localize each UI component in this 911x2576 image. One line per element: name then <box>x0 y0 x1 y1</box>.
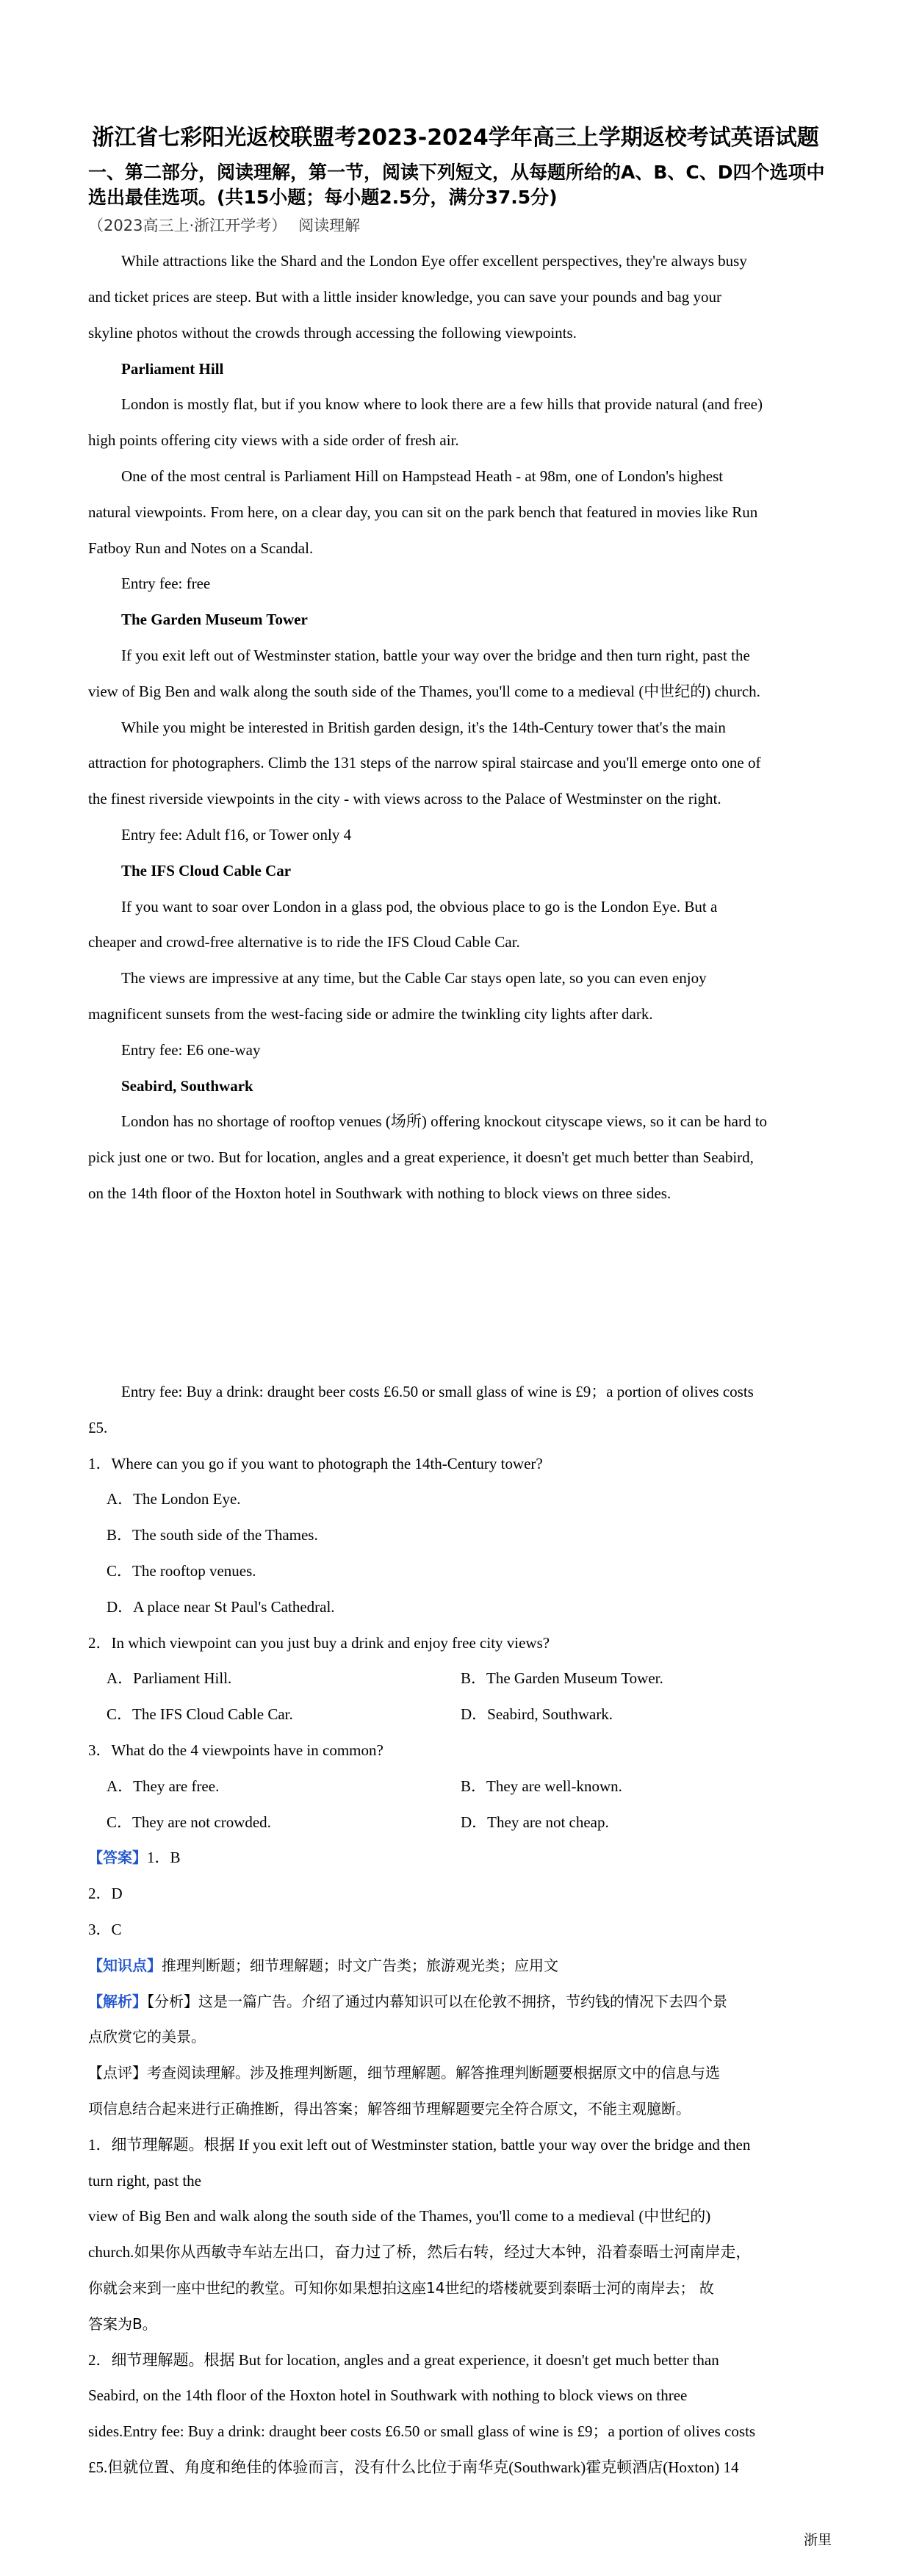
question-option: A．They are free. <box>107 1777 220 1795</box>
passage-line: pick just one or two. But for location, angles and a great experience, it doesn't get much better than Seabird, <box>88 1148 754 1166</box>
passage-line: Fatboy Run and Notes on a Scandal. <box>88 539 314 557</box>
explain-line: sides.Entry fee: Buy a drink: draught beer costs £6.50 or small glass of wine is £9；a portion of olives costs <box>88 2422 756 2440</box>
analysis-text: 【分析】这是一篇广告。介绍了通过内幕知识可以在伦敦不拥挤，节约钱的情况下去四个景 <box>147 1993 727 2010</box>
exam-title: 浙江省七彩阳光返校联盟考2023-2024学年高三上学期返校考试英语试题 <box>92 125 819 151</box>
passage-line: and ticket prices are steep. But with a little insider knowledge, you can save your pounds and bag your <box>88 288 721 306</box>
page-footer: 浙里 <box>803 2532 832 2548</box>
question-option: C．The rooftop venues. <box>107 1562 256 1580</box>
passage-line: high points offering city views with a side order of fresh air. <box>88 431 459 449</box>
passage-line: While attractions like the Shard and the London Eye offer excellent perspectives, they're always busy <box>121 252 747 270</box>
explain-line: view of Big Ben and walk along the south side of the Thames, you'll come to a medieval (中世纪的) <box>88 2207 711 2225</box>
explain-line: 2．细节理解题。根据 But for location, angles and a great experience, it doesn't get much better than <box>88 2351 719 2369</box>
passage-line: If you want to soar over London in a glass pod, the obvious place to go is the London Eye. But a <box>121 898 718 915</box>
passage-line: magnificent sunsets from the west-facing side or admire the twinkling city lights after dark. <box>88 1005 653 1023</box>
source-tag: （2023高三上·浙江开学考） <box>88 217 287 234</box>
entry-fee: Entry fee: free <box>121 575 211 592</box>
answer-1: 1．B <box>147 1849 181 1866</box>
answer-label: 【答案】 <box>88 1849 147 1866</box>
question-option: D．They are not cheap. <box>461 1813 609 1831</box>
question-option: D．A place near St Paul's Cathedral. <box>107 1598 335 1616</box>
passage-line: If you exit left out of Westminster station, battle your way over the bridge and then turn right, past the <box>121 647 750 664</box>
passage-line: on the 14th floor of the Hoxton hotel in Southwark with nothing to block views on three sides. <box>88 1184 671 1202</box>
explain-line: church.如果你从西敏寺车站左出口，奋力过了桥，然后右转，经过大本钟，沿着泰晤士河南岸走， <box>88 2243 752 2261</box>
question-option: C．They are not crowded. <box>107 1813 271 1831</box>
knowledge-line <box>88 1955 558 1976</box>
passage-line: The views are impressive at any time, but the Cable Car stays open late, so you can even enjoy <box>121 969 707 987</box>
entry-fee: £5. <box>88 1419 108 1436</box>
passage-line: cheaper and crowd-free alternative is to ride the IFS Cloud Cable Car. <box>88 933 520 951</box>
answer-line <box>88 1847 181 1868</box>
passage-line: view of Big Ben and walk along the south side of the Thames, you'll come to a medieval (中世纪的) church. <box>88 683 760 700</box>
heading-seabird: Seabird, Southwark <box>121 1077 253 1095</box>
explain-line: Seabird, on the 14th floor of the Hoxton hotel in Southwark with nothing to block views on three <box>88 2386 688 2404</box>
question-stem: 3．What do the 4 viewpoints have in common? <box>88 1741 384 1759</box>
answer-3: 3．C <box>88 1921 122 1938</box>
explain-line: £5.但就位置、角度和绝佳的体验而言，没有什么比位于南华克(Southwark)霍克顿酒店(Hoxton) 14 <box>88 2458 739 2476</box>
passage-line: attraction for photographers. Climb the 131 steps of the narrow spiral staircase and you'll emerge onto one of <box>88 754 761 771</box>
analysis-label: 【解析】 <box>88 1993 147 2010</box>
comment-line: 项信息结合起来进行正确推断，得出答案；解答细节理解题要完全符合原文，不能主观臆断。 <box>88 2100 691 2118</box>
question-option: B．The Garden Museum Tower. <box>461 1669 663 1687</box>
question-option: C．The IFS Cloud Cable Car. <box>107 1705 293 1723</box>
entry-fee: Entry fee: Buy a drink: draught beer costs £6.50 or small glass of wine is £9；a portion of olives costs <box>121 1383 754 1400</box>
question-stem: 1．Where can you go if you want to photograph the 14th-Century tower? <box>88 1455 543 1472</box>
explain-line: 1．细节理解题。根据 If you exit left out of Westminster station, battle your way over the bridge and then <box>88 2136 751 2154</box>
passage-line: While you might be interested in British garden design, it's the 14th-Century tower that's the main <box>121 719 726 736</box>
passage-line: One of the most central is Parliament Hill on Hampstead Heath - at 98m, one of London's highest <box>121 467 724 485</box>
heading-parliament-hill: Parliament Hill <box>121 360 224 378</box>
knowledge-label: 【知识点】 <box>88 1957 162 1974</box>
heading-cable-car: The IFS Cloud Cable Car <box>121 862 292 879</box>
explain-line: 答案为B。 <box>88 2315 157 2333</box>
question-option: D．Seabird, Southwark. <box>461 1705 613 1723</box>
entry-fee: Entry fee: Adult f16, or Tower only 4 <box>121 826 352 843</box>
heading-garden-museum: The Garden Museum Tower <box>121 611 308 628</box>
comment-line: 【点评】考查阅读理解。涉及推理判断题，细节理解题。解答推理判断题要根据原文中的信息与选 <box>88 2064 720 2082</box>
question-option: A．Parliament Hill. <box>107 1669 232 1687</box>
question-option: A．The London Eye. <box>107 1490 241 1508</box>
analysis-line <box>88 1991 727 2012</box>
passage-line: skyline photos without the crowds through accessing the following viewpoints. <box>88 324 577 342</box>
passage-line: the finest riverside viewpoints in the city - with views across to the Palace of Westminster on the right. <box>88 790 721 807</box>
source-line <box>88 214 360 236</box>
source-type: 阅读理解 <box>298 217 361 234</box>
explain-line: 你就会来到一座中世纪的教堂。可知你如果想拍这座14世纪的塔楼就要到泰晤士河的南岸去； 故 <box>88 2279 714 2297</box>
passage-line: natural viewpoints. From here, on a clear day, you can sit on the park bench that featured in movies like Run <box>88 503 758 521</box>
question-stem: 2．In which viewpoint can you just buy a drink and enjoy free city views? <box>88 1634 550 1652</box>
question-option: B．They are well-known. <box>461 1777 622 1795</box>
passage-line: London is mostly flat, but if you know where to look there are a few hills that provide natural (and free) <box>121 395 763 413</box>
section-heading: 一、第二部分，阅读理解，第一节，阅读下列短文，从每题所给的A、B、C、D四个选项中选出最佳选项。(共15小题；每小题2.5分，满分37.5分) <box>88 162 825 208</box>
answer-2: 2．D <box>88 1885 123 1902</box>
passage-line: London has no shortage of rooftop venues (场所) offering knockout cityscape views, so it can be hard to <box>121 1112 768 1130</box>
question-option: B．The south side of the Thames. <box>107 1526 318 1544</box>
analysis-line: 点欣赏它的美景。 <box>88 2028 206 2046</box>
entry-fee: Entry fee: E6 one-way <box>121 1041 261 1059</box>
knowledge-text: 推理判断题；细节理解题；时文广告类；旅游观光类；应用文 <box>162 1957 558 1974</box>
explain-line: turn right, past the <box>88 2172 201 2190</box>
